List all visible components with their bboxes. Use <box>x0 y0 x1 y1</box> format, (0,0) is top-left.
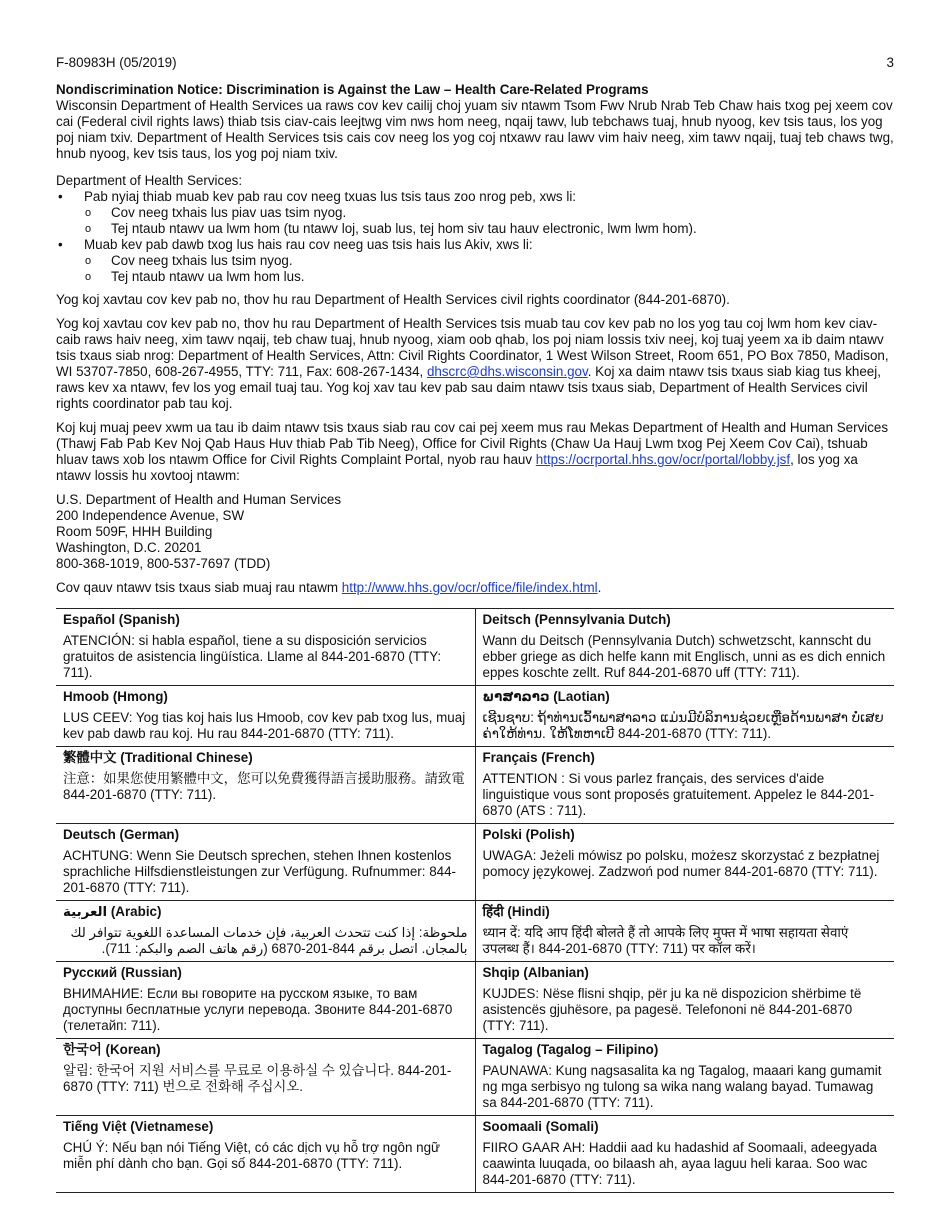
language-cell <box>56 1039 475 1116</box>
complaint-text-after: , los yog xa ntawv lossis hu xovtooj ntawm: <box>56 452 858 483</box>
document-page <box>56 55 894 1193</box>
language-name: Español (Spanish) <box>63 612 180 627</box>
service-sublist <box>56 205 894 237</box>
complaint-paragraph <box>56 420 894 484</box>
forms-paragraph <box>56 580 894 596</box>
language-cell <box>56 901 475 962</box>
language-cell <box>475 1039 894 1116</box>
grievance-text: Yog koj xavtau cov kev pab no, thov hu rau Department of Health Services tsis muab tau cov kev pab no los yog tau coj lwm hom kev ciav-caib raws haiv neeg, xim tawv nqaij, teb chaw tuaj, hnub nyoog, xiam oob qhab, los poj niam lossis txiv neej, koj tuaj yeem xa ib daim ntawv tsis txaus siab nrog: Department of Health Services, Attn: Civil Rights Coordinator, 1 West Wilson Street, Room 651, PO Box 7850, Madison, WI 53707-7850, 608-267-4955, TTY: 711, Fax: 608-267-1434, <box>56 316 889 379</box>
service-text: Pab nyiaj thiab muab kev pab rau cov neeg txuas lus tsis taus zoo nrog peb, xws li: <box>84 189 577 204</box>
table-row <box>56 609 894 686</box>
language-text: KUJDES: Nëse flisni shqip, për ju ka në dispozicion shërbime të asistencës gjuhësore, pa pagesë. Telefononi në 844-201-6870 (TTY: 711). <box>482 986 862 1033</box>
language-text: ملحوظة: إذا كنت تتحدث العربية، فإن خدمات المساعدة اللغوية تتوافر لك بالمجان. اتصل برقم 844-201-6870 (رقم هاتف الصم والبكم: 711). <box>70 925 468 956</box>
table-row <box>56 747 894 824</box>
language-name: Hmoob (Hmong) <box>63 689 168 704</box>
language-text: LUS CEEV: Yog tias koj hais lus Hmoob, cov kev pab txog lus, muaj kev pab dawb rau koj. Hu rau 844-201-6870 (TTY: 711). <box>63 710 466 741</box>
language-cell <box>475 901 894 962</box>
language-cell <box>56 824 475 901</box>
language-name: 繁體中文 (Traditional Chinese) <box>63 750 253 765</box>
language-text: FIIRO GAAR AH: Haddii aad ku hadashid af Soomaali, adeegyada caawinta luuqada, oo bilaash ah, ayaa laguu heli karaa. Soo wac 844-201-6870 (TTY: 711). <box>482 1140 878 1187</box>
table-row <box>56 901 894 962</box>
language-text: 알림: 한국어 지원 서비스를 무료로 이용하실 수 있습니다. 844-201-6870 (TTY: 711) 번으로 전화해 주십시오. <box>63 1063 452 1094</box>
language-text: 注意：如果您使用繁體中文，您可以免費獲得語言援助服務。請致電 844-201-6870 (TTY: 711). <box>63 771 465 802</box>
language-cell <box>475 686 894 747</box>
language-text: Wann du Deitsch (Pennsylvania Dutch) schwetzscht, kannscht du ebber griege as dich helfe kann mit Englisch, unni as es dich ennich eppes koschte zellt. Ruf 844-201-6870 uff (TTY: 711). <box>482 633 886 680</box>
services-list <box>56 189 894 285</box>
language-text: ເຊີນຊາບ: ຖ້າທ່ານເວົ້າພາສາລາວ ແມ່ນມີບໍລິການຊ່ວຍເຫຼືອດ້ານພາສາ ບໍ່ເສຍຄ່າໃຫ້ທ່ານ. ໃຫ້ໂທຫາເບີ 844-201-6870 (TTY: 711). <box>482 710 884 741</box>
table-row <box>56 1116 894 1193</box>
service-text: Muab kev pab dawb txog lus hais rau cov neeg uas tsis hais lus Akiv, xws li: <box>84 237 533 252</box>
service-item <box>56 237 894 285</box>
language-name: Shqip (Albanian) <box>482 965 589 980</box>
address-line: Room 509F, HHH Building <box>56 524 213 539</box>
language-cell <box>475 962 894 1039</box>
language-name: 한국어 (Korean) <box>63 1042 161 1057</box>
service-sublist <box>56 253 894 285</box>
forms-text-after: . <box>597 580 602 595</box>
intro-paragraph: Wisconsin Department of Health Services ua raws cov kev cailij choj yuam siv ntawm Tsom Fwv Nrub Nrab Teb Chaw hais txog pej xeem cov cai (Federal civil rights laws) thiab tsis ciav-cais leejtwg vim nws hom neeg, nqaij tawv, lub tebchaws tuaj, hnub nyoog, kev tsis taus, los yog poj niam txiv. Department of Health Services tsis cais cov neeg los yog coj ntxawv rau lawv vim haiv neeg, xim tawv nqaij, tuaj teb chaws twg, hnub nyoog, kev tsis taus, los yog poj niam txiv. <box>56 98 894 161</box>
language-name: Tiếng Việt (Vietnamese) <box>63 1119 214 1134</box>
grievance-paragraph <box>56 316 894 412</box>
page-header <box>56 55 894 73</box>
service-subitem: o Cov neeg txhais lus tsim nyog. <box>56 253 894 269</box>
service-subitem: o Cov neeg txhais lus piav uas tsim nyog. <box>56 205 894 221</box>
email-link[interactable]: dhscrc@dhs.wisconsin.gov <box>426 364 588 379</box>
language-cell <box>475 609 894 686</box>
complaint-text: Koj kuj muaj peev xwm ua tau ib daim ntawv tsis txaus siab rau cov cai pej xeem mus rau Mekas Department of Health and Human Services (Thawj Fab Pab Kev Noj Qab Haus Huv thiab Pab Tib Neeg), Office for Civil Rights (Chaw Ua Hauj Lwm txog Pej Xeem Cov Cai), tshuab hluav taws xob los ntawm Office for Civil Rights Complaint Portal, nyob rau hauv <box>56 420 889 467</box>
hhs-address <box>56 492 894 572</box>
address-line: U.S. Department of Health and Human Services <box>56 492 342 507</box>
language-text: ध्यान दें: यदि आप हिंदी बोलते हैं तो आपके लिए मुफ्त में भाषा सहायता सेवाएं उपलब्ध हैं। 844-201-6870 (TTY: 711) पर कॉल करें। <box>482 925 849 956</box>
page-number: 3 <box>886 55 894 70</box>
language-name: Deitsch (Pennsylvania Dutch) <box>482 612 671 627</box>
language-name: Français (French) <box>482 750 595 765</box>
language-cell <box>56 1116 475 1193</box>
language-text: PAUNAWA: Kung nagsasalita ka ng Tagalog, maaari kang gumamit ng mga serbisyo ng tulong sa wika nang walang bayad. Tumawag sa 844-201-6870 (TTY: 711). <box>482 1063 882 1110</box>
language-name: العربية (Arabic) <box>63 904 162 919</box>
language-cell <box>475 747 894 824</box>
language-text: ATTENTION : Si vous parlez français, des services d'aide linguistique vous sont proposés gratuitement. Appelez le 844-201-6870 (ATS : 711). <box>482 771 875 818</box>
form-id: F-80983H (05/2019) <box>56 55 177 70</box>
address-line: 800-368-1019, 800-537-7697 (TDD) <box>56 556 271 571</box>
language-name: Polski (Polish) <box>482 827 575 842</box>
language-name: Deutsch (German) <box>63 827 180 842</box>
address-line: Washington, D.C. 20201 <box>56 540 202 555</box>
language-text: ACHTUNG: Wenn Sie Deutsch sprechen, stehen Ihnen kostenlos sprachliche Hilfsdienstleistungen zur Verfügung. Rufnummer: 844-201-6870 (TTY: 711). <box>63 848 456 895</box>
language-text: ВНИМАНИЕ: Если вы говорите на русском языке, то вам доступны бесплатные услуги перевода. Звоните 844-201-6870 (телетайп: 711). <box>63 986 453 1033</box>
language-text: UWAGA: Jeżeli mówisz po polsku, możesz skorzystać z bezpłatnej pomocy językowej. Zadzwoń pod numer 844-201-6870 (TTY: 711). <box>482 848 880 879</box>
language-name: Русский (Russian) <box>63 965 182 980</box>
language-text: ATENCIÓN: si habla español, tiene a su disposición servicios gratuitos de asistencia lingüística. Llame al 844-201-6870 (TTY: 711). <box>63 633 442 680</box>
language-name: ພາສາລາວ (Laotian) <box>482 689 610 704</box>
service-item <box>56 189 894 237</box>
table-row <box>56 1039 894 1116</box>
forms-link[interactable]: http://www.hhs.gov/ocr/office/file/index.html <box>341 580 598 595</box>
table-row <box>56 824 894 901</box>
language-text: CHÚ Ý: Nếu bạn nói Tiếng Việt, có các dịch vụ hỗ trợ ngôn ngữ miễn phí dành cho bạn. Gọi số 844-201-6870 (TTY: 711). <box>63 1140 441 1171</box>
table-row <box>56 962 894 1039</box>
language-assistance-table <box>56 608 894 1193</box>
language-cell <box>475 824 894 901</box>
language-cell <box>56 609 475 686</box>
grievance-text-after: . Koj xa daim ntawv tsis txaus siab kiag tus kheej, raws kev xa ntawv, fev los yog email tuaj tau. Yog koj xav tau kev pab sau daim ntawv tsis txaus siab, Department of Health Services civil rights coordinator pab tau koj. <box>56 364 881 411</box>
notice-title: Nondiscrimination Notice: Discrimination is Against the Law – Health Care-Related Programs <box>56 82 649 97</box>
language-cell <box>56 747 475 824</box>
ocr-portal-link[interactable]: https://ocrportal.hhs.gov/ocr/portal/lobby.jsf <box>535 452 791 467</box>
language-name: Tagalog (Tagalog – Filipino) <box>482 1042 659 1057</box>
forms-text: Cov qauv ntawv tsis txaus siab muaj rau ntawm <box>56 580 342 595</box>
language-name: हिंदी (Hindi) <box>482 904 550 919</box>
language-cell <box>475 1116 894 1193</box>
coordinator-paragraph: Yog koj xavtau cov kev pab no, thov hu rau Department of Health Services civil rights coordinator (844-201-6870). <box>56 292 730 307</box>
language-name: Soomaali (Somali) <box>482 1119 599 1134</box>
service-subitem: o Tej ntaub ntawv ua lwm hom (tu ntawv loj, suab lus, tej hom siv tau hauv electronic, lwm lwm hom). <box>56 221 894 237</box>
dhs-label: Department of Health Services: <box>56 173 243 188</box>
address-line: 200 Independence Avenue, SW <box>56 508 245 523</box>
table-row <box>56 686 894 747</box>
language-cell <box>56 962 475 1039</box>
service-subitem: o Tej ntaub ntawv ua lwm hom lus. <box>56 269 894 285</box>
language-cell <box>56 686 475 747</box>
